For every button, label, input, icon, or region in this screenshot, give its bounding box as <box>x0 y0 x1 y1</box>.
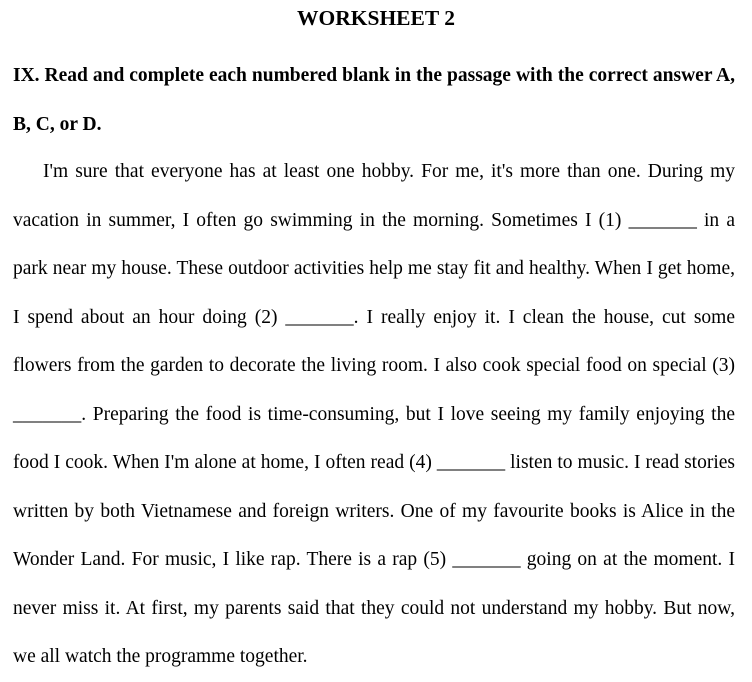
worksheet-title: WORKSHEET 2 <box>297 6 455 30</box>
exercise-instruction: IX. Read and complete each numbered blank in the passage with the correct answer A, B, C, or D. <box>13 65 735 135</box>
reading-passage: I'm sure that everyone has at least one hobby. For me, it's more than one. During my vacation in summer, I often go swimming in the morning. Sometimes I (1) _______ in a park near my house. These outdoor activities help me stay fit and healthy. When I get home, I spend about an hour doing (2) _______. I really enjoy it. I clean the house, cut some flowers from the garden to decorate the living room. I also cook special food on special (3) _______. Preparing the food is time-consuming, but I love seeing my family enjoying the food I cook. When I'm alone at home, I often read (4) _______ listen to music. I read stories written by both Vietnamese and foreign writers. One of my favourite books is Alice in the Wonder Land. For music, I like rap. There is a rap (5) _______ going on at the moment. I never miss it. At first, my parents said that they could not understand my hobby. But now, we all watch the programme together. <box>13 161 735 667</box>
